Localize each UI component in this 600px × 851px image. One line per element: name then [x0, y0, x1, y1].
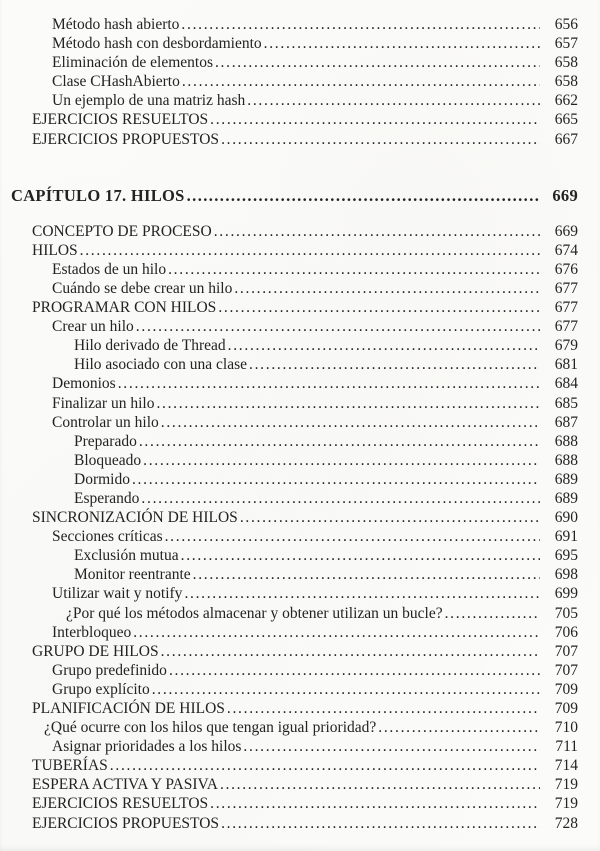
toc-entry: [11, 565, 578, 584]
dot-leader: [218, 298, 540, 317]
toc-entry-title: Controlar un hilo: [52, 413, 159, 431]
toc-entry-page-number: 688: [554, 432, 578, 450]
toc-entry-title: Exclusión mutua: [74, 547, 179, 565]
toc-entry-page-number: 707: [554, 642, 578, 660]
toc-entry-title: Interbloqueo: [52, 623, 132, 641]
toc-entry: [11, 241, 578, 260]
toc-entry: [11, 642, 578, 661]
toc-entry: [11, 260, 578, 279]
dot-leader: [156, 394, 540, 413]
toc-entry: [11, 718, 578, 737]
dot-leader: [165, 527, 540, 546]
toc-entry-title: Grupo explícito: [52, 680, 150, 698]
chapter-heading: [11, 186, 578, 206]
toc-entry-title: Secciones críticas: [52, 528, 163, 546]
toc-section-previous-chapter: [11, 15, 578, 149]
toc-entry-page-number: 656: [554, 16, 578, 33]
toc-entry-title: Asignar prioridades a los hilos: [52, 738, 242, 756]
dot-leader: [193, 565, 540, 584]
toc-section-chapter-17: [11, 222, 578, 833]
dot-leader: [136, 317, 540, 336]
dot-leader: [181, 15, 540, 34]
toc-entry-title: EJERCICIOS PROPUESTOS: [32, 130, 220, 148]
toc-entry-title: Grupo predefinido: [52, 661, 167, 679]
toc-entry: [11, 130, 578, 149]
toc-entry: [11, 317, 578, 336]
toc-entry-page-number: 658: [554, 73, 578, 91]
toc-entry-page-number: 677: [554, 318, 578, 336]
dot-leader: [181, 546, 540, 565]
toc-entry-page-number: 714: [554, 757, 578, 775]
toc-entry-page-number: 669: [554, 222, 578, 240]
toc-entry: [11, 91, 578, 110]
toc-entry-page-number: 711: [555, 738, 578, 756]
toc-entry-title: CONCEPTO DE PROCESO: [32, 222, 212, 240]
toc-entry-title: PLANIFICACIÓN DE HILOS: [32, 700, 225, 717]
toc-entry: [11, 374, 578, 393]
toc-entry-page-number: 687: [554, 413, 578, 431]
toc-entry-page-number: 676: [554, 260, 578, 278]
toc-entry-page-number: 677: [554, 279, 578, 297]
dot-leader: [228, 336, 540, 355]
toc-entry: [11, 489, 578, 508]
toc-entry-title: Esperando: [74, 489, 140, 507]
dot-leader: [214, 222, 540, 241]
dot-leader: [378, 718, 540, 737]
toc-entry-title: Eliminación de elementos: [52, 54, 213, 72]
toc-entry-page-number: 709: [554, 700, 578, 717]
toc-entry-page-number: 689: [554, 489, 578, 507]
dot-leader: [243, 737, 540, 756]
toc-entry-page-number: 710: [554, 719, 578, 737]
toc-entry-page-number: 695: [554, 547, 578, 565]
toc-entry-title: GRUPO DE HILOS: [32, 642, 159, 660]
toc-entry: [11, 527, 578, 546]
toc-entry: [11, 756, 578, 775]
dot-leader: [132, 470, 540, 489]
toc-entry-page-number: 674: [554, 241, 578, 259]
toc-entry-page-number: 699: [554, 585, 578, 603]
toc-entry-title: Un ejemplo de una matriz hash: [52, 92, 246, 110]
dot-leader: [169, 661, 540, 680]
dot-leader: [80, 241, 540, 260]
toc-entry: [11, 814, 578, 833]
toc-entry-title: Dormido: [74, 470, 130, 488]
toc-entry: [11, 355, 578, 374]
dot-leader: [161, 642, 540, 661]
toc-entry: [11, 34, 578, 53]
dot-leader: [161, 413, 540, 432]
dot-leader: [215, 53, 540, 72]
toc-entry: [11, 53, 578, 72]
dot-leader: [184, 584, 540, 603]
toc-entry-page-number: 662: [554, 92, 578, 110]
toc-entry-title: TUBERÍAS: [32, 757, 108, 775]
toc-entry: [11, 222, 578, 241]
dot-leader: [210, 794, 540, 813]
toc-entry-page-number: 709: [554, 680, 578, 698]
toc-entry: [11, 336, 578, 355]
toc-entry-title: SINCRONIZACIÓN DE HILOS: [32, 509, 238, 527]
toc-entry-title: Demonios: [52, 375, 116, 393]
toc-entry-page-number: 705: [554, 604, 578, 622]
toc-entry-title: EJERCICIOS PROPUESTOS: [32, 814, 220, 832]
toc-entry-title: Monitor reentrante: [74, 566, 191, 584]
dot-leader: [221, 814, 540, 833]
dot-leader: [221, 130, 540, 149]
toc-entry: [11, 604, 578, 623]
toc-entry: [11, 298, 578, 317]
toc-entry: [11, 661, 578, 680]
dot-leader: [118, 374, 540, 393]
toc-entry: [11, 699, 578, 718]
dot-leader: [110, 756, 540, 775]
toc-entry-title: ¿Qué ocurre con los hilos que tengan igual prioridad?: [44, 719, 377, 737]
toc-entry-page-number: 677: [554, 299, 578, 317]
toc-entry-page-number: 698: [554, 566, 578, 584]
dot-leader: [139, 432, 540, 451]
toc-entry-title: Utilizar wait y notify: [52, 585, 183, 603]
toc-entry: [11, 546, 578, 565]
dot-leader: [445, 604, 540, 623]
toc-entry: [11, 394, 578, 413]
toc-entry: [11, 623, 578, 642]
toc-entry-title: ¿Por qué los métodos almacenar y obtener utilizan un bucle?: [66, 604, 443, 622]
toc-entry-title: EJERCICIOS RESUELTOS: [32, 111, 209, 129]
toc-entry: [11, 794, 578, 813]
dot-leader: [152, 680, 540, 699]
toc-entry-title: Estados de un hilo: [52, 260, 167, 278]
dot-leader: [141, 489, 540, 508]
toc-entry-page-number: 728: [554, 814, 578, 832]
toc-entry: [11, 413, 578, 432]
toc-entry-title: Método hash con desbordamiento: [52, 35, 262, 53]
dot-leader: [249, 355, 540, 374]
toc-entry-title: ESPERA ACTIVA Y PASIVA: [32, 776, 218, 794]
toc-entry: [11, 470, 578, 489]
toc-entry: [11, 432, 578, 451]
toc-entry-title: Finalizar un hilo: [52, 394, 155, 412]
toc-entry-title: EJERCICIOS RESUELTOS: [32, 795, 209, 813]
toc-entry-page-number: 719: [554, 795, 578, 813]
chapter-heading-page-number: 669: [552, 185, 578, 205]
toc-entry: [11, 737, 578, 756]
toc-entry-page-number: 689: [554, 470, 578, 488]
toc-entry-title: Clase CHashAbierto: [52, 73, 180, 91]
toc-entry-title: Método hash abierto: [52, 16, 180, 33]
toc-entry-title: Bloqueado: [74, 451, 142, 469]
dot-leader: [240, 508, 540, 527]
toc-entry: [11, 451, 578, 470]
toc-entry: [11, 72, 578, 91]
dot-leader: [182, 72, 540, 91]
toc-entry-title: HILOS: [32, 241, 78, 259]
toc-entry-page-number: 657: [554, 35, 578, 53]
toc-entry-page-number: 706: [554, 623, 578, 641]
dot-leader: [247, 91, 540, 110]
toc-entry: [11, 508, 578, 527]
toc-entry-page-number: 667: [554, 130, 578, 148]
toc-entry-page-number: 679: [554, 337, 578, 355]
toc-entry-title: Crear un hilo: [52, 318, 134, 336]
dot-leader: [234, 279, 540, 298]
toc-entry: [11, 279, 578, 298]
dot-leader: [264, 34, 540, 53]
dot-leader: [168, 260, 540, 279]
toc-entry: [11, 680, 578, 699]
toc-entry-title: Preparado: [74, 432, 137, 450]
toc-entry-title: Cuándo se debe crear un hilo: [52, 279, 233, 297]
toc-entry: [11, 110, 578, 129]
toc-entry-title: PROGRAMAR CON HILOS: [32, 299, 217, 317]
dot-leader: [143, 451, 540, 470]
toc-entry-page-number: 684: [554, 375, 578, 393]
toc-entry-page-number: 691: [554, 528, 578, 546]
toc-entry: [11, 584, 578, 603]
toc-entry-page-number: 681: [554, 356, 578, 374]
toc-entry-title: Hilo asociado con una clase: [74, 356, 248, 374]
toc-entry-title: Hilo derivado de Thread: [74, 337, 226, 355]
toc-entry-page-number: 665: [554, 111, 578, 129]
toc-entry-page-number: 719: [554, 776, 578, 794]
dot-leader: [187, 186, 540, 205]
chapter-heading-title: CAPÍTULO 17. HILOS: [11, 185, 185, 205]
toc-entry-page-number: 685: [554, 394, 578, 412]
dot-leader: [133, 623, 540, 642]
dot-leader: [227, 699, 540, 718]
toc-entry: [11, 775, 578, 794]
dot-leader: [220, 775, 540, 794]
toc-entry-page-number: 690: [554, 509, 578, 527]
toc-entry-page-number: 707: [554, 661, 578, 679]
dot-leader: [210, 110, 540, 129]
toc-entry-page-number: 658: [554, 54, 578, 72]
toc-entry: [11, 15, 578, 34]
toc-entry-page-number: 688: [554, 451, 578, 469]
